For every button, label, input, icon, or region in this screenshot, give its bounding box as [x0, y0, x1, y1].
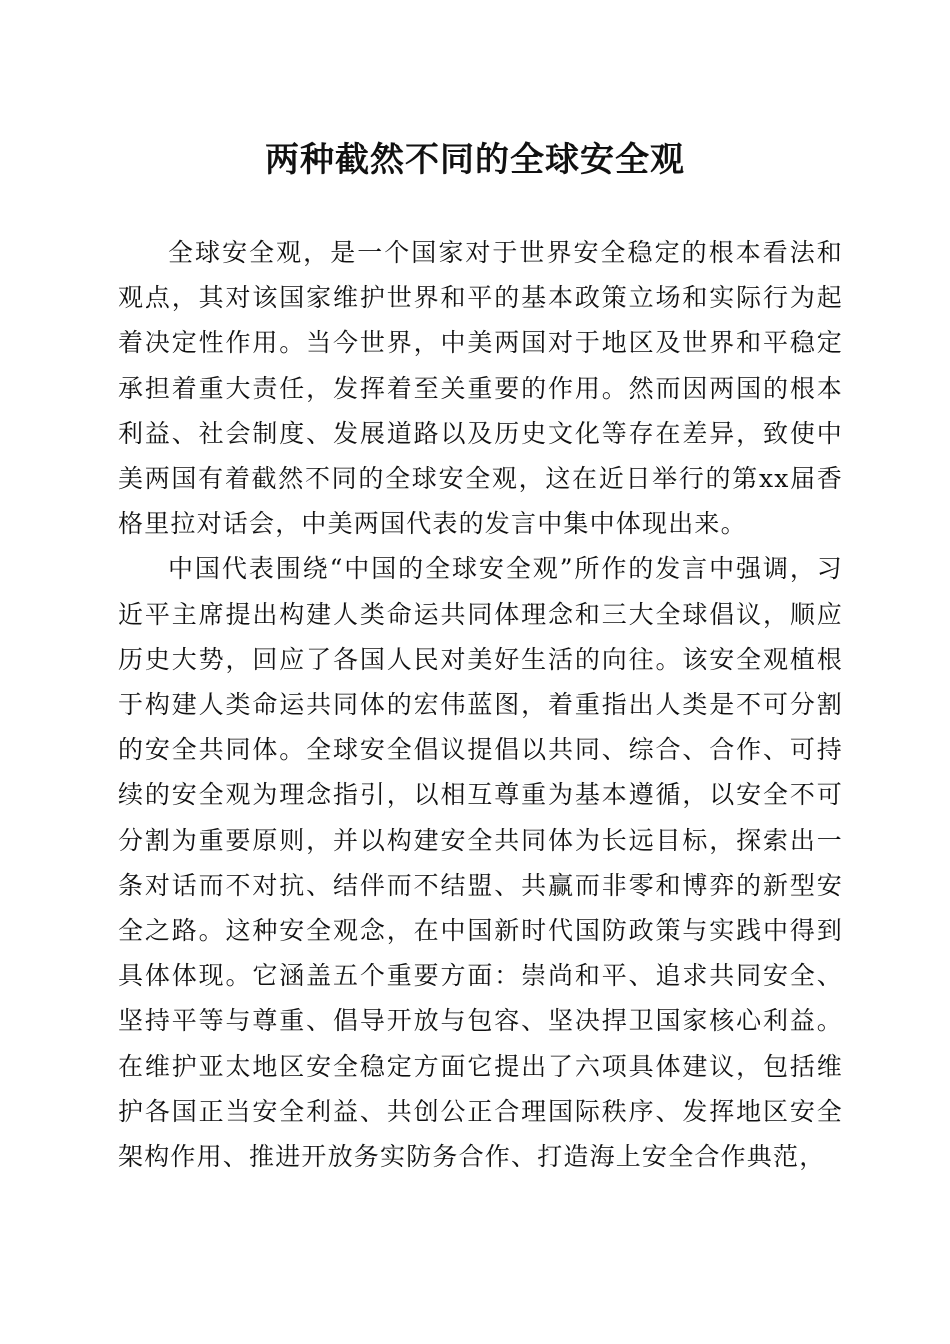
body-paragraph-1: 全球安全观，是一个国家对于世界安全稳定的根本看法和观点，其对该国家维护世界和平的基本政策立场和实际行为起着决定性作用。当今世界，中美两国对于地区及世界和平稳定承担着重大责任，发挥着至关重要的作用。然而因两国的根本利益、社会制度、发展道路以及历史文化等存在差异，致使中美两国有着截然不同的全球安全观，这在近日举行的第xx届香格里拉对话会，中美两国代表的发言中集中体现出来。	[118, 238, 843, 539]
document-body	[118, 230, 843, 1179]
document-title: 两种截然不同的全球安全观	[265, 140, 685, 180]
body-paragraph-2: 中国代表围绕“中国的全球安全观”所作的发言中强调，习近平主席提出构建人类命运共同体理念和三大全球倡议，顺应历史大势，回应了各国人民对美好生活的向往。该安全观植根于构建人类命运共同体的宏伟蓝图，着重指出人类是不可分割的安全共同体。全球安全倡议提倡以共同、综合、合作、可持续的安全观为理念指引，以相互尊重为基本遵循，以安全不可分割为重要原则，并以构建安全共同体为长远目标，探索出一条对话而不对抗、结伴而不结盟、共赢而非零和博弈的新型安全之路。这种安全观念，在中国新时代国防政策与实践中得到具体体现。它涵盖五个重要方面：崇尚和平、追求共同安全、坚持平等与尊重、倡导开放与包容、坚决捍卫国家核心利益。在维护亚太地区安全稳定方面它提出了六项具体建议，包括维护各国正当安全利益、共创公正合理国际秩序、发挥地区安全架构作用、推进开放务实防务合作、打造海上安全合作典范，	[118, 554, 843, 1172]
